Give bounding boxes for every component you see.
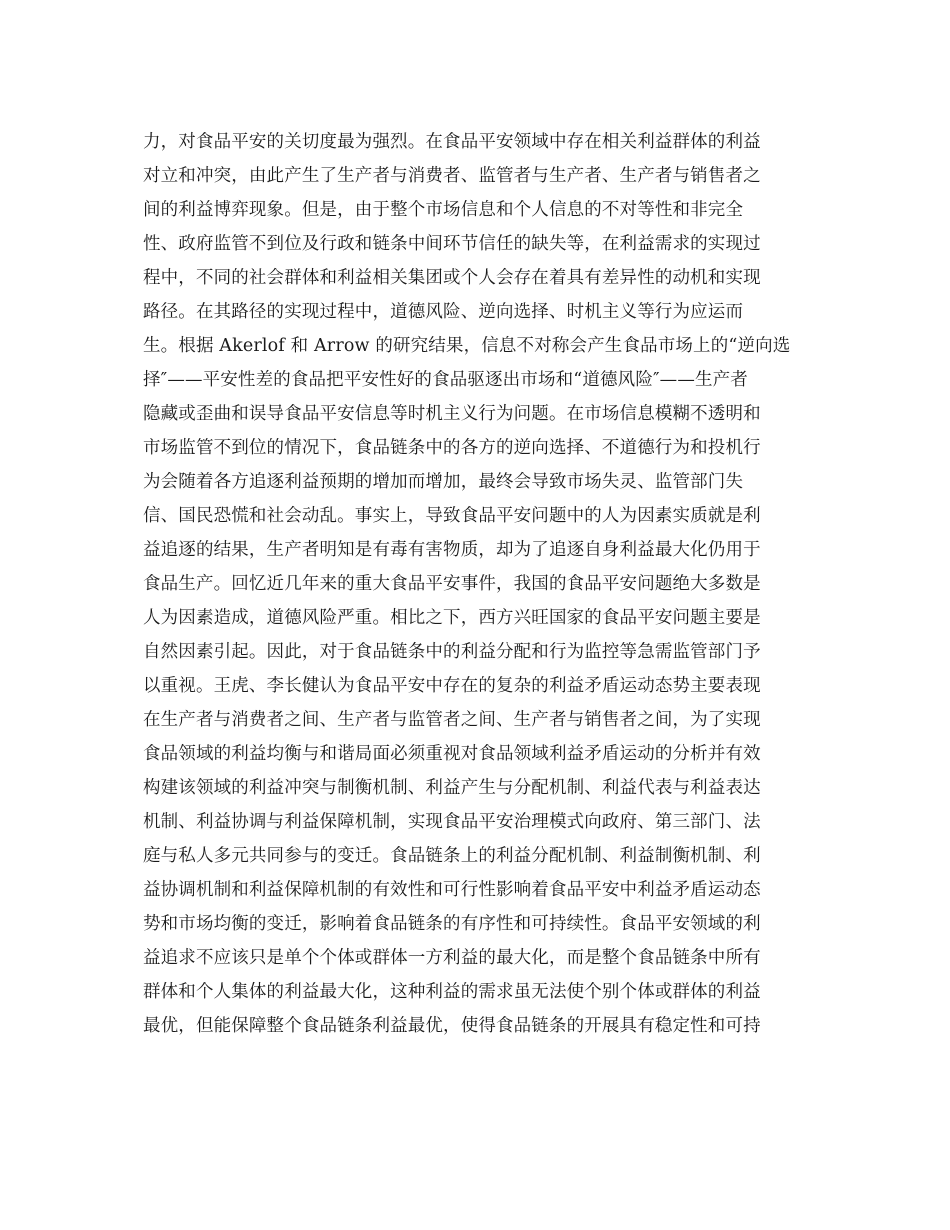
text-line: 食品领域的利益均衡与和谐局面必须重视对食品领域利益矛盾运动的分析并有效 — [143, 744, 761, 764]
text-line: 最优，但能保障整个食品链条利益最优，使得食品链条的开展具有稳定性和可持 — [143, 1016, 761, 1036]
text-line: 信、国民恐慌和社会动乱。事实上，导致食品平安问题中的人为因素实质就是利 — [143, 506, 761, 526]
text-line: 自然因素引起。因此，对于食品链条中的利益分配和行为监控等急需监管部门予 — [143, 642, 761, 662]
text-line: 间的利益博弈现象。但是，由于整个市场信息和个人信息的不对等性和非完全 — [143, 200, 744, 220]
text-line: 群体和个人集体的利益最大化，这种利益的需求虽无法使个别个体或群体的利益 — [143, 982, 761, 1002]
text-line: 生。根据 Akerlof 和 Arrow 的研究结果，信息不对称会产生食品市场上的“逆向选 — [143, 336, 791, 356]
text-line: 在生产者与消费者之间、生产者与监管者之间、生产者与销售者之间，为了实现 — [143, 710, 761, 730]
text-line: 为会随着各方追逐利益预期的增加而增加，最终会导致市场失灵、监管部门失 — [143, 472, 744, 492]
text-line: 隐藏或歪曲和误导食品平安信息等时机主义行为问题。在市场信息模糊不透明和 — [143, 404, 761, 424]
text-line: 力，对食品平安的关切度最为强烈。在食品平安领域中存在相关利益群体的利益 — [143, 132, 761, 152]
text-line: 益追求不应该只是单个个体或群体一方利益的最大化，而是整个食品链条中所有 — [143, 948, 761, 968]
text-line: 机制、利益协调与利益保障机制，实现食品平安治理模式向政府、第三部门、法 — [143, 812, 761, 832]
text-line: 市场监管不到位的情况下，食品链条中的各方的逆向选择、不道德行为和投机行 — [143, 438, 761, 458]
text-line: 益追逐的结果，生产者明知是有毒有害物质，却为了追逐自身利益最大化仍用于 — [143, 540, 761, 560]
text-line: 益协调机制和利益保障机制的有效性和可行性影响着食品平安中利益矛盾运动态 — [143, 880, 761, 900]
text-line: 路径。在其路径的实现过程中，道德风险、逆向选择、时机主义等行为应运而 — [143, 302, 744, 322]
text-line: 构建该领域的利益冲突与制衡机制、利益产生与分配机制、利益代表与利益表达 — [143, 778, 761, 798]
text-line: 对立和冲突，由此产生了生产者与消费者、监管者与生产者、生产者与销售者之 — [143, 166, 761, 186]
text-line: 性、政府监管不到位及行政和链条中间环节信任的缺失等，在利益需求的实现过 — [143, 234, 761, 254]
text-line: 以重视。王虎、李长健认为食品平安中存在的复杂的利益矛盾运动态势主要表现 — [143, 676, 761, 696]
text-line: 人为因素造成，道德风险严重。相比之下，西方兴旺国家的食品平安问题主要是 — [143, 608, 761, 628]
text-line: 势和市场均衡的变迁，影响着食品链条的有序性和可持续性。食品平安领域的利 — [143, 914, 761, 934]
text-line: 庭与私人多元共同参与的变迁。食品链条上的利益分配机制、利益制衡机制、利 — [143, 846, 761, 866]
text-line: 食品生产。回忆近几年来的重大食品平安事件，我国的食品平安问题绝大多数是 — [143, 574, 761, 594]
text-line: 择″——平安性差的食品把平安性好的食品驱逐出市场和“道德风险″——生产者 — [143, 370, 748, 390]
body-paragraph — [143, 125, 813, 1043]
text-line: 程中，不同的社会群体和利益相关集团或个人会存在着具有差异性的动机和实现 — [143, 268, 761, 288]
